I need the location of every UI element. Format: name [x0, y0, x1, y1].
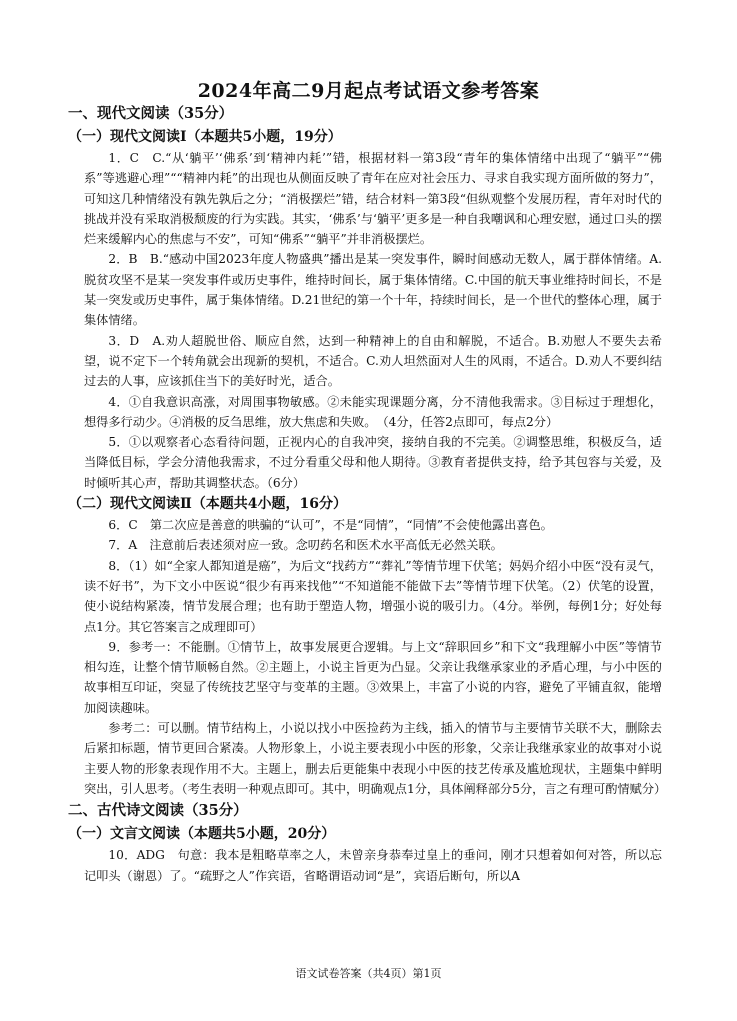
subsection-heading: （二）现代文阅读Ⅱ（本题共4小题，16分） — [68, 496, 348, 513]
answer-paragraph: 4．①自我意识高涨，对周围事物敏感。②未能实现课题分离，分不清他我需求。③目标过于理想化，想得多行动少。④消极的反刍思维，放大焦虑和失败。 （4分，任答2点即可，每点2分） — [84, 394, 662, 429]
answer-paragraph: 8．（1）如“全家人都知道是癌”，为后文“找药方”“葬礼”等情节埋下伏笔；妈妈介绍小中医“没有灵气，读不好书”，为下文小中医说“很少有再来找他”“不知道能不能做下去”等情节埋下伏笔。（2）伏笔的设置，使小说结构紧凑，情节发展合理；也有助于塑造人物，增强小说的吸引力。（4分。举例，每例1分；好处每点1分。其它答案言之成理即可） — [84, 558, 662, 634]
subsection-heading: （一）现代文阅读Ⅰ（本题共5小题，19分） — [68, 129, 342, 145]
answer-paragraph: 参考二：可以删。情节结构上，小说以找小中医捡药为主线，插入的情节与主要情节关联不大，删除去后紧扣标题，情节更回合紧凑。人物形象上，小说主要表现小中医的形象，父亲让我继承家业的故事对小说主要人物的形象表现作用不大。主题上，删去后更能集中表现小中医的技艺传承及尴尬现状，主题集中鲜明突出，引人思考。（考生表明一种观点即可。其中，明确观点1分，具体阐释部分5分，言之有理可酌情赋分） — [84, 721, 667, 796]
answer-paragraph: 1．C C.“从‘躺平’‘佛系’到‘精神内耗’”错，根据材料一第3段“青年的集体情绪中出现了“躺平”“佛系”等逃避心理”““精神内耗”的出现也从侧面反映了青年在应对社会压力、寻求自我实现方面所做的努力”，可知这几种情绪没有孰先孰后之分；“消极摆烂”错，结合材料一第3段“但纵观整个发展历程，青年对时代的挑战并没有采取消极颓废的行为实践。其实，‘佛系’与‘躺平’更多是一种自我嘲讽和心理安慰，通过口头的摆烂来缓解内心的焦虑与不安”，可知“佛系”“躺平”并非消极摆烂。 — [84, 151, 662, 247]
section-heading: 二、古代诗文阅读（35分） — [68, 802, 248, 820]
subsection-heading: （一）文言文阅读（本题共5小题，20分） — [68, 826, 336, 843]
answer-paragraph: 10．ADG 句意：我本是粗略草率之人，未曾亲身恭奉过皇上的垂问，刚才只想着如何对答，所以忘记叩头（谢恩）了。“疏野之人”作宾语，省略谓语动词“是”，宾语后断句，所以A — [84, 848, 662, 883]
answer-paragraph: 6．C 第二次应是善意的哄骗的“认可”，不是“同情”，“同情”不会使他露出喜色。 — [108, 518, 553, 533]
answer-paragraph: 7．A 注意前后表述须对应一致。念叨药名和医术水平高低无必然关联。 — [108, 538, 503, 553]
section-heading: 一、现代文阅读（35分） — [68, 105, 234, 122]
answer-paragraph: 5．①以观察者心态看待问题，正视内心的自我冲突，接纳自我的不完美。②调整思维，积极反刍，适当降低目标，学会分清他我需求，不过分看重父母和他人期待。③教育者提供支持，给予其包容与关爱，及时倾听其心声，帮助其调整状态。（6分） — [84, 435, 662, 490]
answer-paragraph: 2．B B.“感动中国2023年度人物盛典”播出是某一突发事件，瞬时间感动无数人，属于群体情绪。A.脱贫攻坚不是某一突发事件或历史事件，维持时间长，属于集体情绪。C.中国的航天事业维持时间长，不是某一突发或历史事件，属于集体情绪。D.21世纪的第一个十年，持续时间长，是一个世代的整体心理，属于集体情绪。 — [84, 252, 662, 328]
page-footer: 语文试卷答案（共4页）第1页 — [295, 967, 442, 980]
answer-paragraph: 3．D A.劝人超脱世俗、顺应自然，达到一种精神上的自由和解脱，不适合。B.劝慰人不要失去希望，说不定下一个转角就会出现新的契机，不适合。C.劝人坦然面对人生的风雨，不适合。D.劝人不要纠结过去的人事，应该抓住当下的美好时光，适合。 — [84, 333, 662, 389]
document-body — [68, 102, 667, 886]
answer-paragraph: 9．参考一：不能删。①情节上，故事发展更合逻辑。与上文“辞职回乡”和下文“我理解小中医”等情节相勾连，让整个情节顺畅自然。②主题上，小说主旨更为凸显。父亲让我继承家业的矛盾心理，与小中医的故事相互印证，突显了传统技艺坚守与变革的主题。③效果上，丰富了小说的内容，避免了平铺直叙，能增加阅读趣味。 — [84, 639, 662, 715]
document-title: 2024年高二9月起点考试语文参考答案 — [197, 80, 540, 102]
